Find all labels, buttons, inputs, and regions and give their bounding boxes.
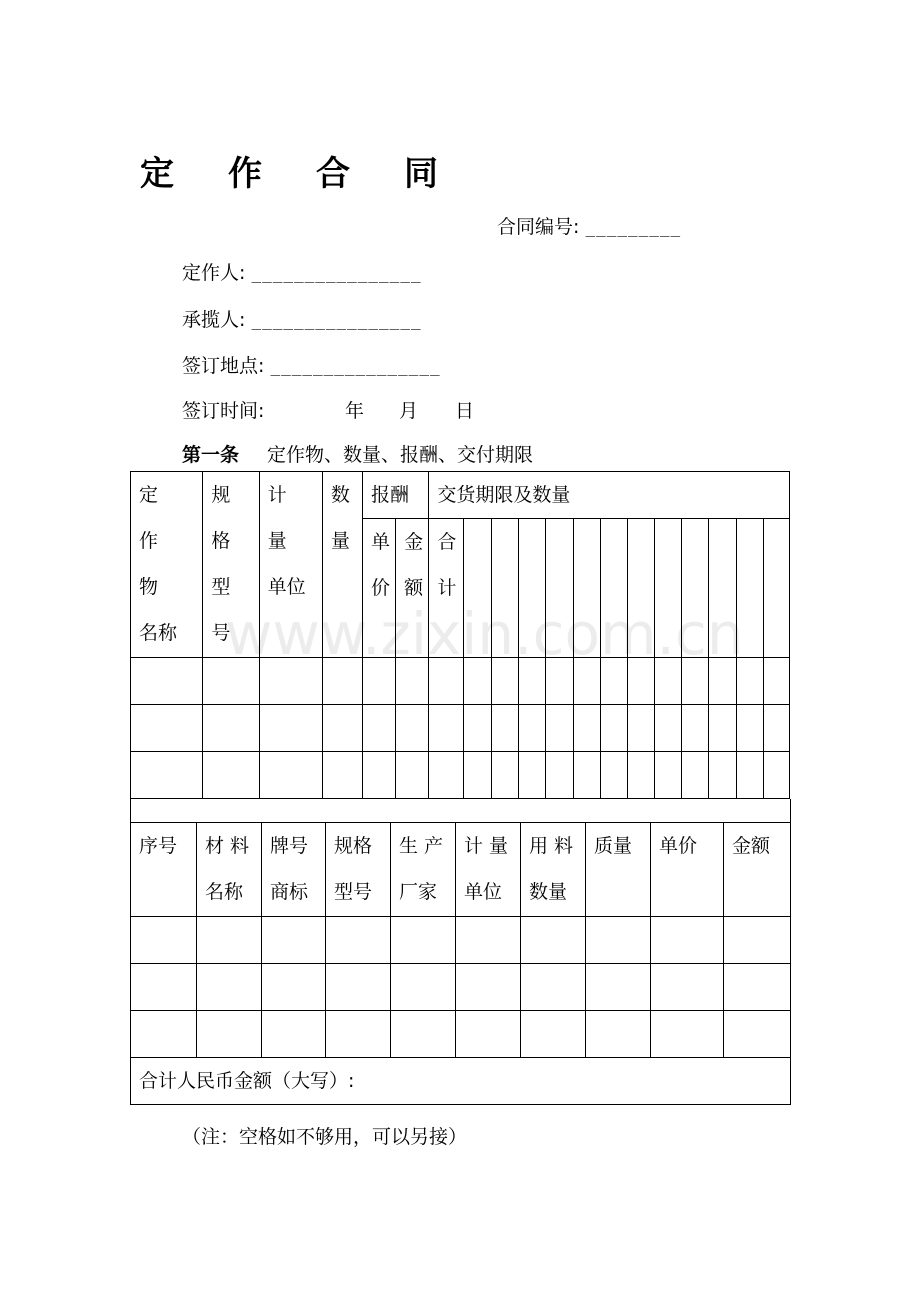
header-reward	[363, 472, 429, 519]
table-cell[interactable]	[429, 752, 464, 799]
header-text: 单位	[464, 881, 503, 903]
header-text: 材 料	[205, 835, 250, 857]
sign-time-field	[182, 396, 264, 423]
header-text: 规	[211, 484, 231, 506]
table-row	[131, 752, 790, 799]
header-text: 单价	[659, 835, 698, 857]
table-cell[interactable]	[573, 752, 600, 799]
table-cell[interactable]	[396, 752, 429, 799]
header-text: 型	[211, 576, 231, 598]
table-cell[interactable]	[655, 705, 682, 752]
table-cell[interactable]	[586, 1011, 651, 1058]
table-cell[interactable]	[322, 705, 362, 752]
orderer-blank[interactable]: ________________	[251, 264, 422, 283]
table-cell[interactable]	[259, 752, 322, 799]
header-text: 用 料	[529, 835, 574, 857]
header-text: 厂家	[399, 881, 438, 903]
header-text: 物	[139, 576, 159, 598]
table-cell[interactable]	[396, 705, 429, 752]
contractor-label: 承揽人:	[182, 309, 246, 331]
header-measure-unit	[456, 823, 521, 917]
table-cell[interactable]	[131, 964, 197, 1011]
table-cell[interactable]	[763, 752, 789, 799]
table-cell[interactable]	[586, 917, 651, 964]
table-cell[interactable]	[521, 964, 586, 1011]
table-cell[interactable]	[203, 752, 259, 799]
table-cell[interactable]	[456, 964, 521, 1011]
table-cell[interactable]	[709, 705, 736, 752]
table-cell[interactable]	[391, 1011, 456, 1058]
total-amount-cell[interactable]	[131, 1058, 791, 1105]
table-cell[interactable]	[521, 1011, 586, 1058]
header-quality	[586, 823, 651, 917]
table-cell[interactable]	[763, 658, 789, 705]
watermark: www.zixin.com.cn	[225, 600, 744, 668]
table-cell[interactable]	[651, 964, 724, 1011]
sign-place-blank[interactable]: ________________	[270, 357, 441, 376]
total-amount-label: 合计人民币金额（大写）:	[139, 1070, 355, 1092]
table-cell[interactable]	[326, 964, 391, 1011]
sign-time-label: 签订时间:	[182, 400, 265, 422]
table-cell[interactable]	[655, 752, 682, 799]
table-cell[interactable]	[491, 705, 518, 752]
title-char: 同	[404, 154, 440, 194]
table-cell[interactable]	[456, 917, 521, 964]
table-cell[interactable]	[651, 917, 724, 964]
table-cell[interactable]	[464, 752, 491, 799]
table-cell[interactable]	[709, 752, 736, 799]
contractor-blank[interactable]: ________________	[251, 311, 422, 330]
table-gap	[130, 799, 791, 822]
contract-number-blank[interactable]: _________	[585, 218, 682, 237]
header-material-qty	[521, 823, 586, 917]
table-cell[interactable]	[262, 1011, 326, 1058]
table-cell[interactable]	[131, 752, 203, 799]
header-text: 计	[437, 577, 457, 599]
header-text: 交货期限及数量	[437, 484, 571, 506]
header-text: 型号	[334, 881, 373, 903]
header-item-name	[131, 472, 203, 658]
table-cell[interactable]	[262, 917, 326, 964]
header-text: 报酬	[371, 484, 410, 506]
header-text: 名称	[205, 881, 244, 903]
table-cell[interactable]	[131, 658, 203, 705]
table-cell[interactable]	[131, 917, 197, 964]
header-text: 金	[404, 531, 424, 553]
table-cell[interactable]	[724, 917, 791, 964]
table-cell[interactable]	[724, 964, 791, 1011]
sign-place-label: 签订地点:	[182, 355, 265, 377]
table-cell[interactable]	[259, 705, 322, 752]
table-cell[interactable]	[736, 705, 763, 752]
table-row	[131, 917, 791, 964]
header-text: 合	[437, 531, 457, 553]
header-text: 额	[404, 577, 424, 599]
table-cell[interactable]	[363, 752, 396, 799]
contract-number-field	[497, 212, 681, 239]
title-char: 合	[316, 154, 352, 194]
header-text: 商标	[270, 881, 309, 903]
sign-place-field	[182, 351, 441, 378]
table-cell[interactable]	[628, 705, 655, 752]
header-brand	[262, 823, 326, 917]
header-text: 质量	[594, 835, 633, 857]
table-cell[interactable]	[322, 752, 362, 799]
header-unit-price	[651, 823, 724, 917]
table-cell[interactable]	[586, 964, 651, 1011]
header-text: 数	[330, 484, 350, 506]
table-cell[interactable]	[326, 1011, 391, 1058]
total-row	[131, 1058, 791, 1105]
table-cell[interactable]	[131, 705, 203, 752]
header-text: 号	[211, 622, 231, 644]
table-row	[131, 1011, 791, 1058]
footnote: （注：空格如不够用，可以另接）	[182, 1126, 468, 1148]
title-char: 作	[228, 154, 264, 194]
header-serial	[131, 823, 197, 917]
table-cell[interactable]	[724, 1011, 791, 1058]
table-cell[interactable]	[203, 705, 259, 752]
header-text: 价	[371, 577, 391, 599]
header-text: 量	[330, 530, 350, 552]
orderer-field	[182, 258, 422, 285]
contract-number-label: 合同编号:	[497, 216, 580, 238]
article-1-heading	[182, 440, 533, 467]
header-material-name	[197, 823, 262, 917]
header-text: 计量	[267, 484, 297, 552]
table-cell[interactable]	[197, 964, 262, 1011]
table-cell[interactable]	[682, 752, 709, 799]
table-cell[interactable]	[545, 752, 573, 799]
table-cell[interactable]	[491, 752, 518, 799]
table-cell[interactable]	[518, 705, 545, 752]
table-cell[interactable]	[545, 705, 573, 752]
table-cell[interactable]	[391, 964, 456, 1011]
delivery-cell[interactable]	[763, 519, 789, 658]
header-text: 规格	[334, 835, 373, 857]
table-cell[interactable]	[326, 917, 391, 964]
header-amount	[724, 823, 791, 917]
header-text: 单位	[267, 576, 306, 598]
table-cell[interactable]	[651, 1011, 724, 1058]
header-model	[326, 823, 391, 917]
year-label: 年	[345, 400, 365, 422]
day-label: 日	[455, 400, 475, 422]
article-text: 定作物、数量、报酬、交付期限	[267, 444, 534, 466]
table-cell[interactable]	[197, 1011, 262, 1058]
table-cell[interactable]	[464, 705, 491, 752]
table-cell[interactable]	[521, 917, 586, 964]
table-cell[interactable]	[197, 917, 262, 964]
table-row	[131, 705, 790, 752]
table-cell[interactable]	[429, 705, 464, 752]
table-cell[interactable]	[456, 1011, 521, 1058]
table-cell[interactable]	[391, 917, 456, 964]
table-cell[interactable]	[573, 705, 600, 752]
header-delivery	[429, 472, 790, 519]
table-cell[interactable]	[628, 752, 655, 799]
header-text: 计 量	[464, 835, 509, 857]
contractor-field	[182, 305, 422, 332]
title-char: 定	[140, 154, 176, 194]
contract-title	[140, 146, 492, 195]
month-label: 月	[399, 400, 419, 422]
materials-table	[130, 822, 791, 1105]
table-cell[interactable]	[262, 964, 326, 1011]
header-text: 牌号	[270, 835, 309, 857]
header-text: 单	[371, 531, 391, 553]
table-row	[131, 964, 791, 1011]
table-cell[interactable]	[763, 705, 789, 752]
header-text: 金额	[732, 835, 771, 857]
table-cell[interactable]	[518, 752, 545, 799]
header-text: 定 作	[139, 484, 169, 552]
header-text: 数量	[529, 881, 568, 903]
header-text: 格	[211, 530, 231, 552]
header-manufacturer	[391, 823, 456, 917]
table-cell[interactable]	[131, 1011, 197, 1058]
table-cell[interactable]	[363, 705, 396, 752]
header-text: 序号	[139, 835, 178, 857]
orderer-label: 定作人:	[182, 262, 246, 284]
table-cell[interactable]	[601, 752, 628, 799]
table-cell[interactable]	[601, 705, 628, 752]
header-text: 生 产	[399, 835, 444, 857]
table-cell[interactable]	[682, 705, 709, 752]
article-number: 第一条	[182, 444, 240, 466]
table-cell[interactable]	[736, 752, 763, 799]
header-text: 名称	[139, 622, 178, 644]
